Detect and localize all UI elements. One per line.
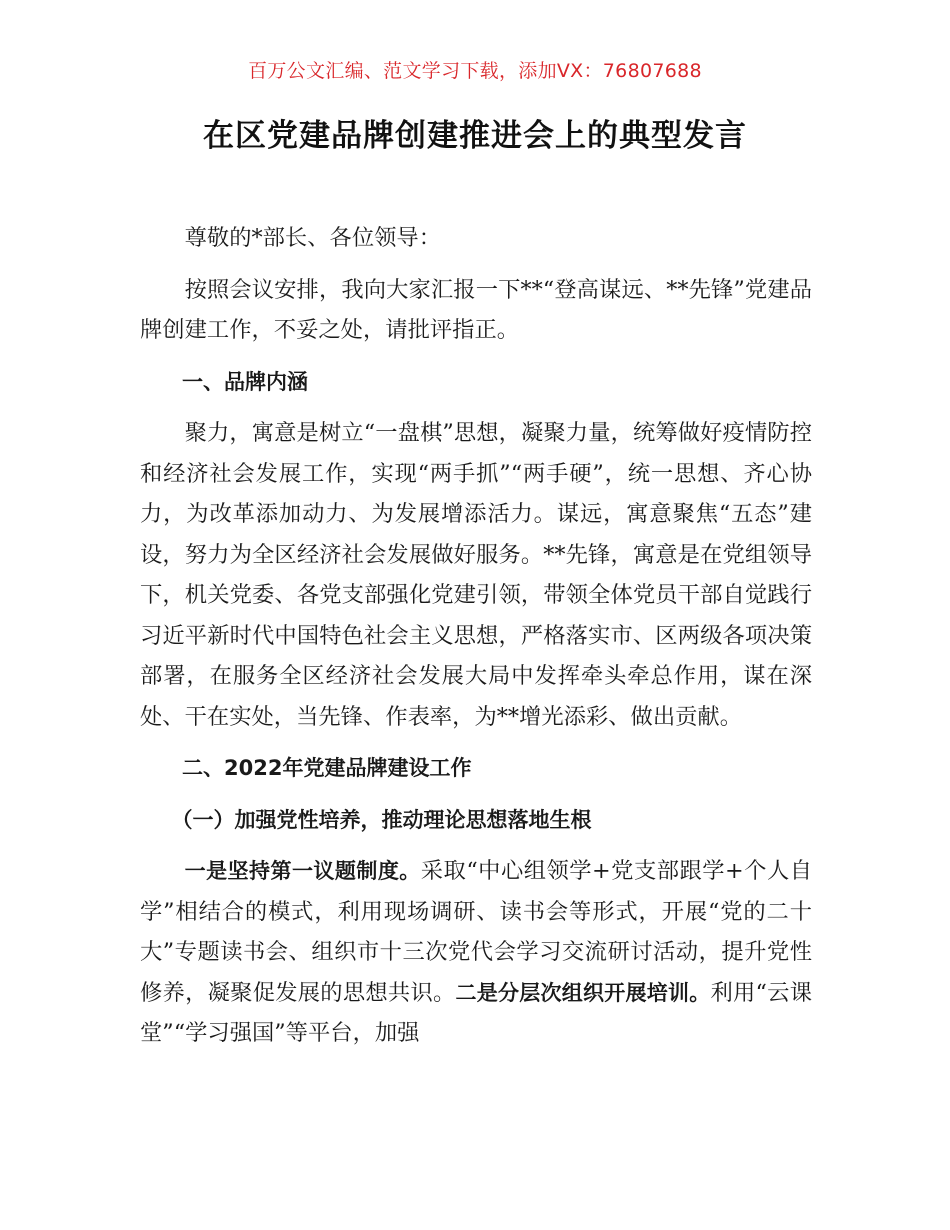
intro-paragraph: 按照会议安排，我向大家汇报一下**“登高谋远、**先锋”党建品牌创建工作，不妥之处，请批评指正。 (140, 276, 812, 343)
section-2-subheading: （一）加强党性培养，推动理论思想落地生根 (171, 807, 592, 832)
point-2-lead: 二是分层次组织开展培训。 (455, 980, 711, 1005)
section-1-heading: 一、品牌内涵 (182, 369, 308, 394)
section-2-heading: 二、2022年党建品牌建设工作 (182, 756, 472, 780)
point-1-text: 采取“中心组领学+党支部跟学+个人自学”相结合的模式，利用现场调研、读书会等形式，开展“党的二十大”专题读书会、组织市十三次党代会学习交流研讨活动，提升党性修养，凝聚促发展的思想共识。 (140, 858, 813, 1006)
section-2-paragraph (140, 851, 812, 1054)
point-1-lead: 一是坚持第一议题制度。 (184, 859, 421, 883)
salutation: 尊敬的*部长、各位领导： (184, 225, 442, 251)
section-1-paragraph: 聚力，寓意是树立“一盘棋”思想，凝聚力量，统筹做好疫情防控和经济社会发展工作，实现“两手抓”“两手硬”，统一思想、齐心协力，为改革添加动力、为发展增添活力。谋远，寓意聚焦“五态”建设，努力为全区经济社会发展做好服务。**先锋，寓意是在党组领导下，机关党委、各党支部强化党建引领，带领全体党员干部自觉践行习近平新时代中国特色社会主义思想，严格落实市、区两级各项决策部署，在服务全区经济社会发展大局中发挥牵头牵总作用，谋在深处、干在实处，当先锋、作表率，为**增光添彩、做出贡献。 (140, 420, 812, 730)
document-title: 在区党建品牌创建推进会上的典型发言 (203, 118, 747, 154)
point-2-text: 利用“云课堂”“学习强国”等平台，加强 (140, 979, 813, 1046)
document-body (140, 218, 812, 1065)
watermark-header: 百万公文汇编、范文学习下载，添加VX：76807688 (248, 60, 702, 82)
